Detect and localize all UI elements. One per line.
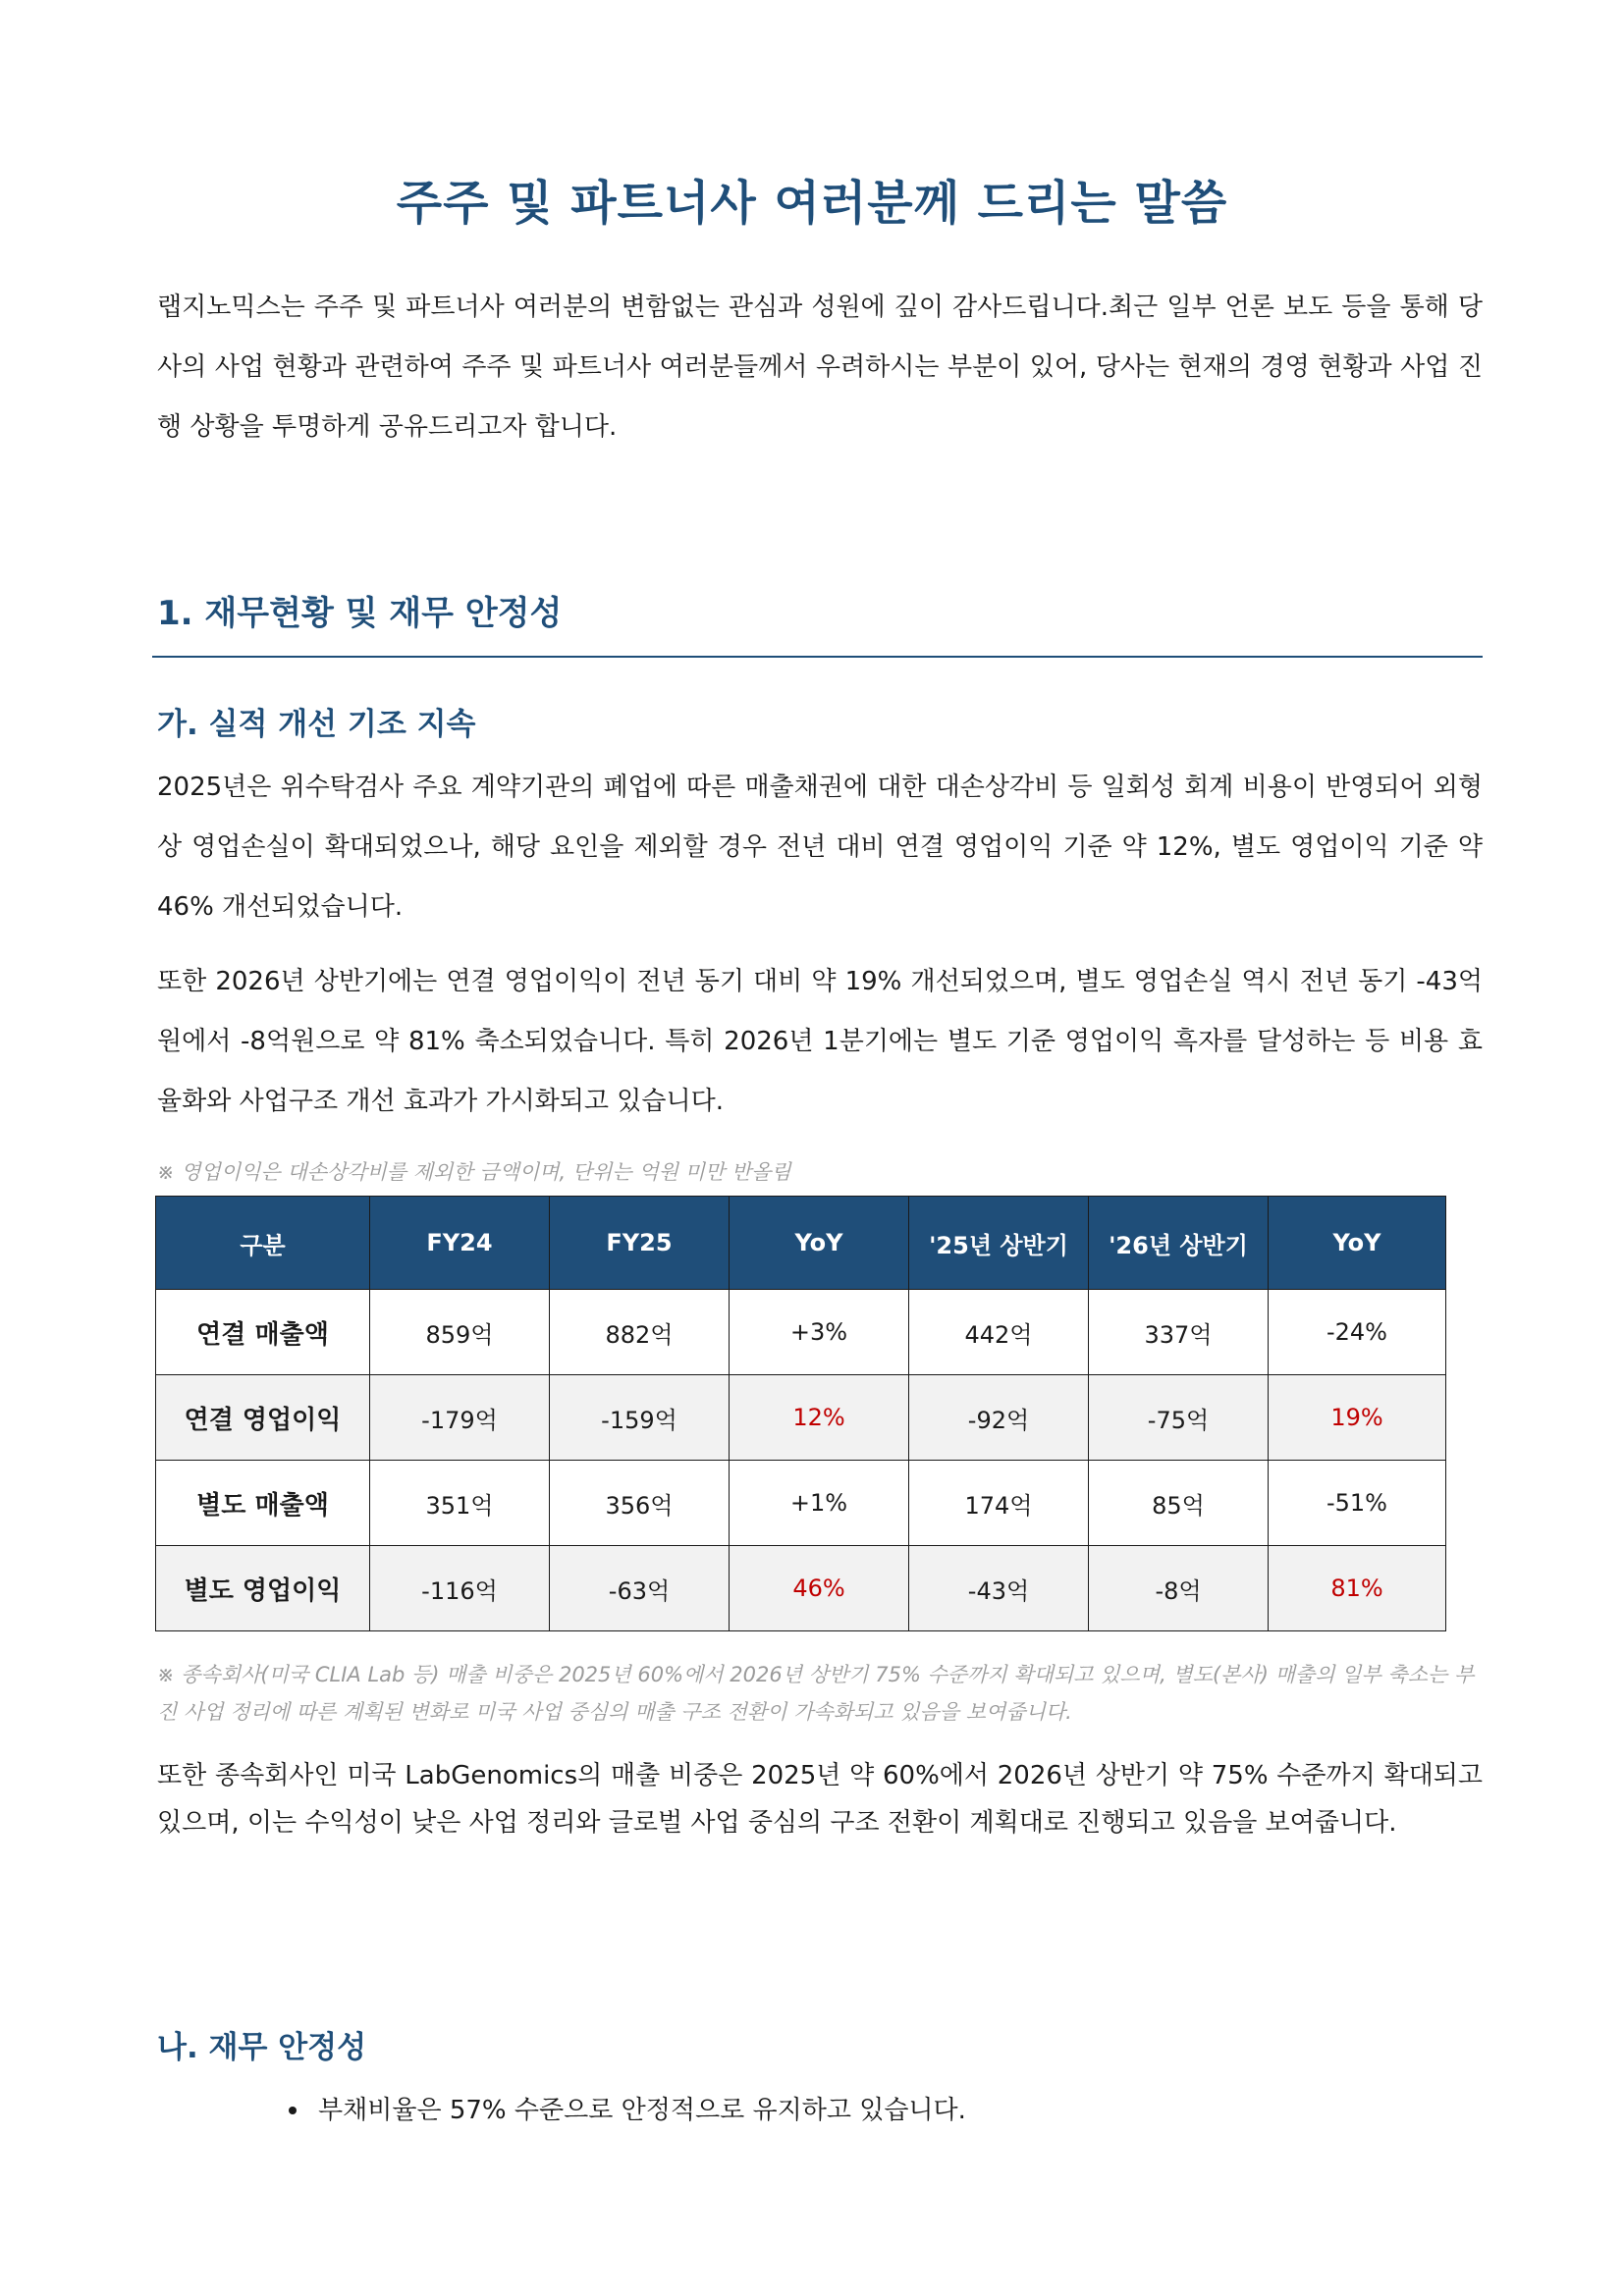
table-cell: -43억 (909, 1546, 1089, 1631)
table-cell: -8억 (1089, 1546, 1269, 1631)
table-cell: 85억 (1089, 1461, 1269, 1546)
table-cell: 356억 (550, 1461, 730, 1546)
table-row (156, 1375, 1446, 1461)
table-note: ※ 영업이익은 대손상각비를 제외한 금액이며, 단위는 억원 미만 반올림 (157, 1160, 791, 1184)
table-cell: +1% (730, 1461, 909, 1546)
subsidiary-paragraph: 또한 종속회사인 미국 LabGenomics의 매출 비중은 2025년 약 60%에서 2026년 상반기 약 75% 수준까지 확대되고 있으며, 이는 수익성이 낮은 사업 정리와 글로벌 사업 중심의 구조 전환이 계획대로 진행되고 있음을 보여줍니다. (157, 1761, 1483, 1838)
financial-table (155, 1196, 1446, 1631)
table-header-row (156, 1197, 1446, 1290)
bullet-icon (289, 2107, 297, 2114)
table-cell: +3% (730, 1290, 909, 1375)
page-title: 주주 및 파트너사 여러분께 드리는 말씀 (396, 176, 1228, 231)
table-cell-highlight: 12% (730, 1375, 909, 1461)
table-cell-highlight: 19% (1269, 1375, 1446, 1461)
header-fy24: FY24 (370, 1197, 550, 1290)
table-cell: 351억 (370, 1461, 550, 1546)
header-yoy-annual: YoY (730, 1197, 909, 1290)
section-1-heading: 1. 재무현황 및 재무 안정성 (157, 594, 563, 633)
row-label: 별도 영업이익 (156, 1546, 370, 1631)
header-yoy-half: YoY (1269, 1197, 1446, 1290)
table-cell: 859억 (370, 1290, 550, 1375)
row-label: 연결 매출액 (156, 1290, 370, 1375)
table-cell-highlight: 81% (1269, 1546, 1446, 1631)
table-cell-highlight: 46% (730, 1546, 909, 1631)
table-row (156, 1461, 1446, 1546)
table-cell: -63억 (550, 1546, 730, 1631)
row-label: 별도 매출액 (156, 1461, 370, 1546)
table-footnote: ※ 종속회사(미국 CLIA Lab 등) 매출 비중은 2025년 60%에서 2026년 상반기 75% 수준까지 확대되고 있으며, 별도(본사) 매출의 일부 축소는 부진 사업 정리에 따른 계획된 변화로 미국 사업 중심의 매출 구조 전환이 가속화되고 있음을 보여줍니다. (157, 1663, 1475, 1724)
table-row (156, 1546, 1446, 1631)
table-cell: -116억 (370, 1546, 550, 1631)
header-h1-26: '26년 상반기 (1089, 1197, 1269, 1290)
intro-paragraph: 랩지노믹스는 주주 및 파트너사 여러분의 변함없는 관심과 성원에 깊이 감사드립니다.최근 일부 언론 보도 등을 통해 당사의 사업 현황과 관련하여 주주 및 파트너사 여러분들께서 우려하시는 부분이 있어, 당사는 현재의 경영 현황과 사업 진행 상황을 투명하게 공유드리고자 합니다. (157, 293, 1483, 442)
header-category: 구분 (156, 1197, 370, 1290)
table-cell: 882억 (550, 1290, 730, 1375)
table-cell: -24% (1269, 1290, 1446, 1375)
table-row (156, 1290, 1446, 1375)
performance-paragraph-1: 2025년은 위수탁검사 주요 계약기관의 폐업에 따른 매출채권에 대한 대손상각비 등 일회성 회계 비용이 반영되어 외형상 영업손실이 확대되었으나, 해당 요인을 제외할 경우 전년 대비 연결 영업이익 기준 약 12%, 별도 영업이익 기준 약 46% 개선되었습니다. (157, 773, 1483, 922)
table-cell: -179억 (370, 1375, 550, 1461)
section-divider (152, 656, 1483, 658)
table-cell: -92억 (909, 1375, 1089, 1461)
table-cell: 442억 (909, 1290, 1089, 1375)
performance-paragraph-2: 또한 2026년 상반기에는 연결 영업이익이 전년 동기 대비 약 19% 개선되었으며, 별도 영업손실 역시 전년 동기 -43억원에서 -8억원으로 약 81% 축소되었습니다. 특히 2026년 1분기에는 별도 기준 영업이익 흑자를 달성하는 등 비용 효율화와 사업구조 개선 효과가 가시화되고 있습니다. (157, 967, 1483, 1116)
subsection-b-heading: 나. 재무 안정성 (157, 2030, 367, 2065)
list-item (285, 2091, 966, 2130)
header-fy25: FY25 (550, 1197, 730, 1290)
stability-list (285, 2091, 966, 2130)
header-h1-25: '25년 상반기 (909, 1197, 1089, 1290)
table-cell: 337억 (1089, 1290, 1269, 1375)
table-cell: -51% (1269, 1461, 1446, 1546)
table-cell: -159억 (550, 1375, 730, 1461)
list-item-text: 부채비율은 57% 수준으로 안정적으로 유지하고 있습니다. (318, 2096, 966, 2125)
table-cell: -75억 (1089, 1375, 1269, 1461)
subsection-a-heading: 가. 실적 개선 기조 지속 (157, 707, 476, 742)
row-label: 연결 영업이익 (156, 1375, 370, 1461)
table-cell: 174억 (909, 1461, 1089, 1546)
